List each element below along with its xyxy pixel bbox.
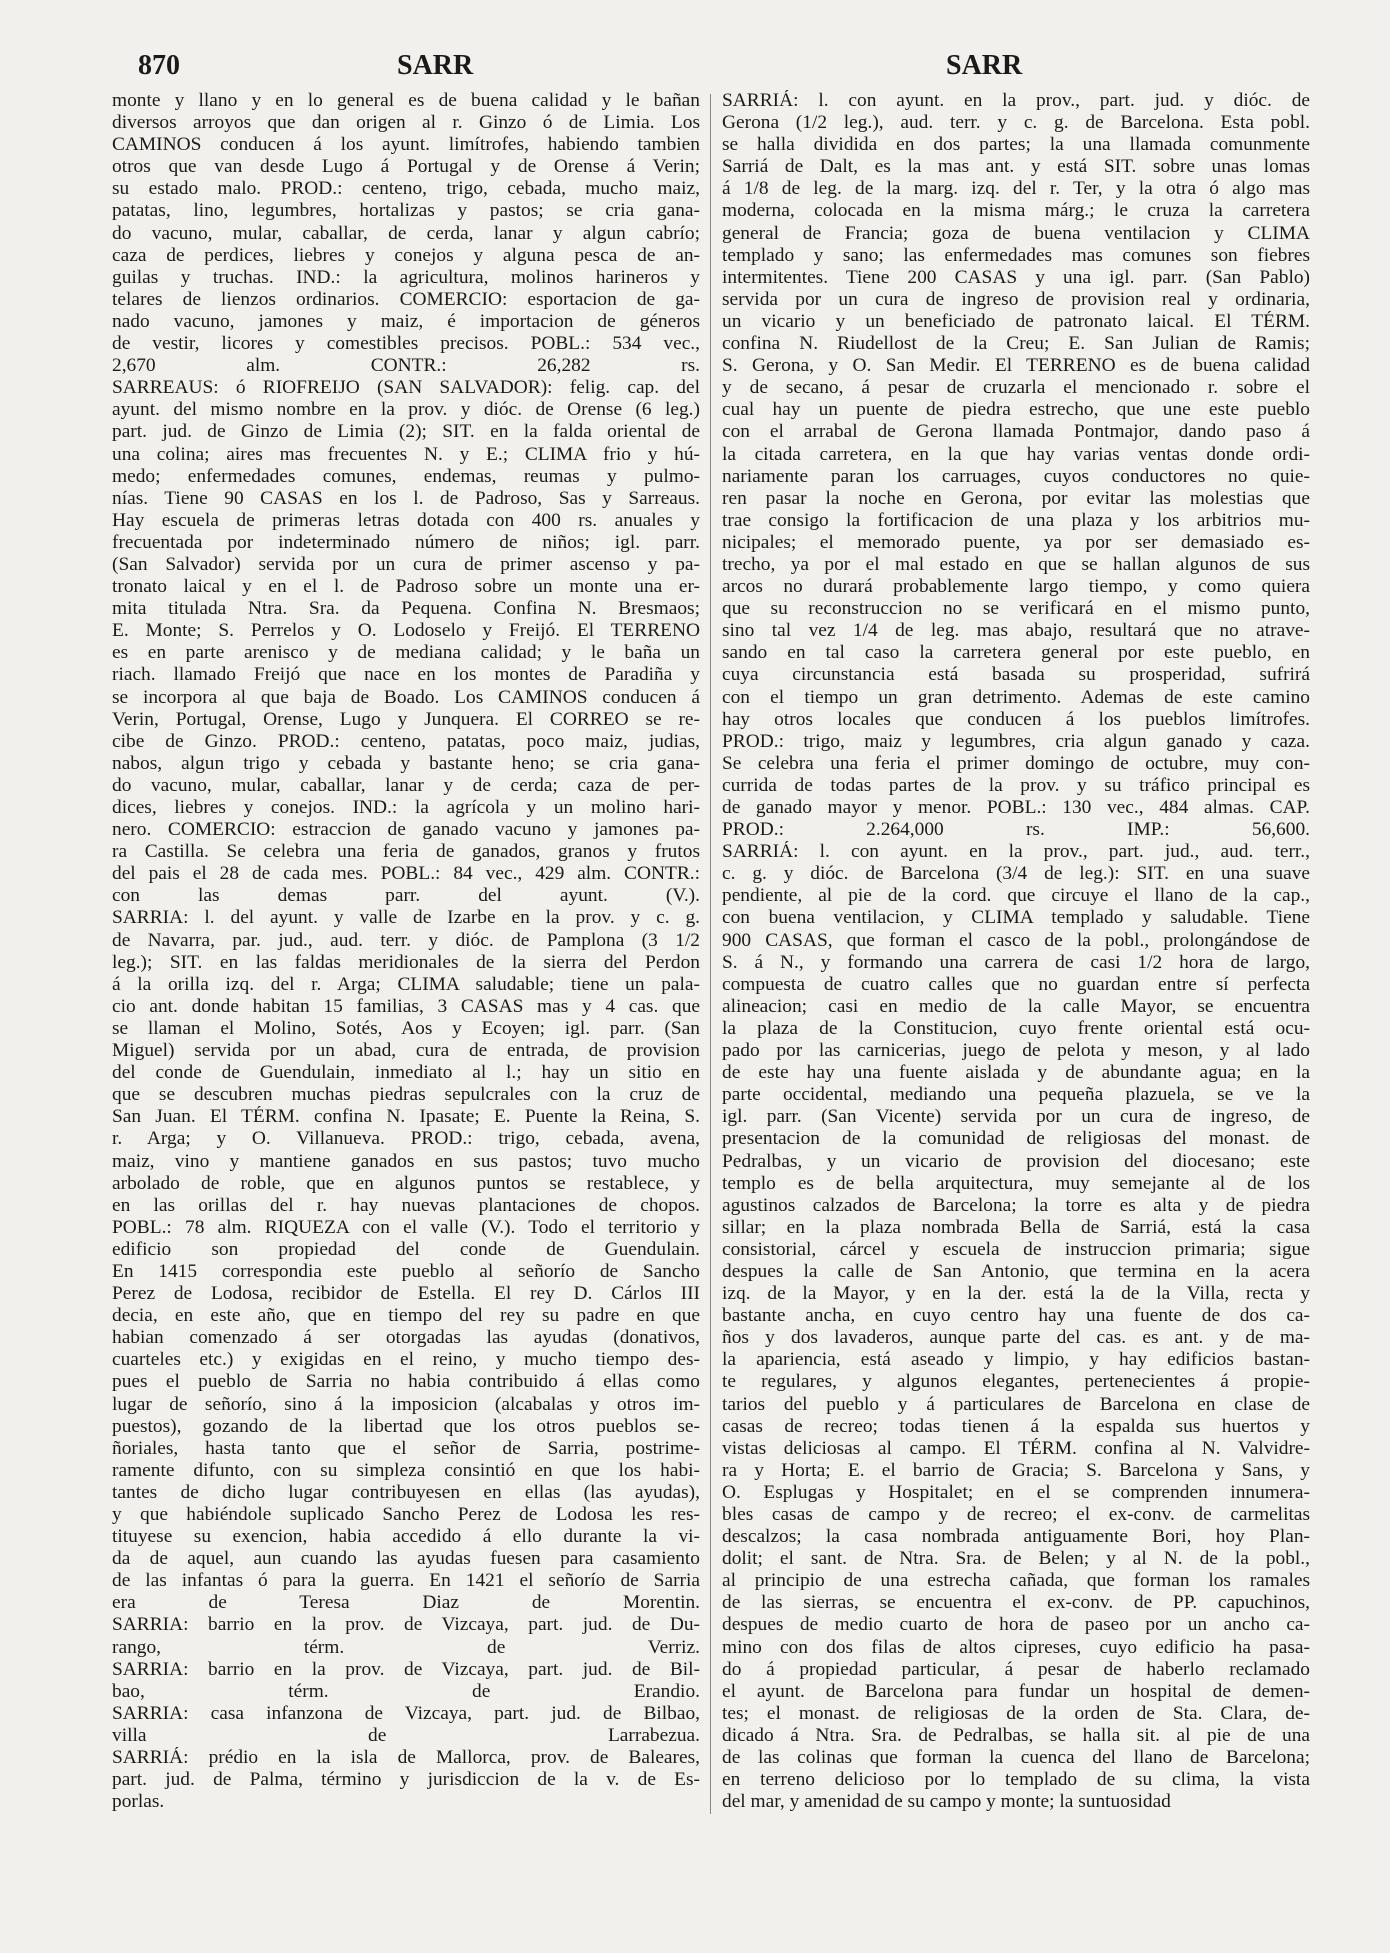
text-line: pendiente, al pie de la cord. que circuye el llano de la cap., bbox=[722, 885, 1310, 907]
text-line: se halla dividida en dos partes; la una llamada comunmente bbox=[722, 134, 1310, 156]
text-line: Gerona (1/2 leg.), aud. terr. y c. g. de Barcelona. Esta pobl. bbox=[722, 112, 1310, 134]
text-line: trae consigo la fortificacion de una plaza y los arbitrios mu- bbox=[722, 509, 1310, 531]
text-line: POBL.: 78 alm. RIQUEZA con el valle (V.). Todo el territorio y bbox=[112, 1216, 700, 1238]
text-line: en terreno delicioso por lo templado de su clima, la vista bbox=[722, 1769, 1310, 1791]
text-line: despues la calle de San Antonio, que termina en la acera bbox=[722, 1260, 1310, 1282]
text-line: nariamente paran los carruages, cuyos conductores no quie- bbox=[722, 465, 1310, 487]
text-line: con el tiempo un gran detrimento. Ademas de este camino bbox=[722, 686, 1310, 708]
text-line: part. jud. de Palma, término y jurisdiccion de la v. de Es- bbox=[112, 1769, 700, 1791]
text-line: bles casas de campo y de recreo; el ex-conv. de carmelitas bbox=[722, 1504, 1310, 1525]
text-line: el ayunt. de Barcelona para fundar un hospital de demen- bbox=[722, 1680, 1310, 1702]
text-line: mita titulada Ntra. Sra. da Pequena. Confina N. Bresmaos; bbox=[112, 598, 700, 620]
text-line: frecuentada por indeterminado número de niños; igl. parr. bbox=[112, 531, 700, 553]
text-line: monte y llano y en lo general es de buena calidad y le bañan bbox=[112, 90, 700, 111]
right-text-column bbox=[722, 90, 1310, 1813]
page-header bbox=[112, 50, 1312, 90]
text-line: maiz, vino y mantiene ganados en sus pastos; tuvo mucho bbox=[112, 1150, 700, 1172]
text-line: riach. llamado Freijó que nace en los montes de Paradiña y bbox=[112, 664, 700, 686]
text-line: servida por un cura de ingreso de provision real y ordinaria, bbox=[722, 288, 1310, 310]
text-line: mino con dos filas de altos cipreses, cuyo edificio ha pasa- bbox=[722, 1636, 1310, 1658]
text-line: del mar, y amenidad de su campo y monte; la suntuosidad bbox=[722, 1791, 1171, 1813]
text-line: se llaman el Molino, Sotés, Aos y Ecoyen; igl. parr. (San bbox=[112, 1017, 700, 1039]
text-line: Se celebra una feria el primer domingo de octubre, muy con- bbox=[722, 752, 1310, 774]
text-line: cibe de Ginzo. PROD.: centeno, patatas, poco maiz, judias, bbox=[112, 730, 700, 752]
text-line: telares de lienzos ordinarios. COMERCIO: esportacion de ga- bbox=[112, 288, 700, 310]
text-line: do á propiedad particular, á pesar de haberlo reclamado bbox=[722, 1658, 1310, 1680]
text-line: villa de Larrabezua. bbox=[112, 1724, 700, 1746]
text-line: nías. Tiene 90 CASAS en los l. de Padroso, Sas y Sarreaus. bbox=[112, 487, 700, 509]
text-line: igl. parr. (San Vicente) servida por un cura de ingreso, de bbox=[722, 1106, 1310, 1128]
text-line: Perez de Lodosa, recibidor de Estella. El rey D. Cárlos III bbox=[112, 1283, 700, 1305]
column-divider bbox=[710, 94, 711, 1814]
text-line: descalzos; la casa nombrada antiguamente Bori, hoy Plan- bbox=[722, 1526, 1310, 1548]
text-line: de las infantas ó para la guerra. En 1421 el señorío de Sarria bbox=[112, 1570, 700, 1592]
text-line: (San Salvador) servida por un cura de primer ascenso y pa- bbox=[112, 553, 700, 575]
text-line: Miguel) servida por un abad, cura de entrada, de provision bbox=[112, 1040, 700, 1062]
text-line: diversos arroyos que dan origen al r. Ginzo ó de Limia. Los bbox=[112, 112, 700, 134]
text-line: c. g. y dióc. de Barcelona (3/4 de leg.): SIT. en una suave bbox=[722, 863, 1310, 885]
text-line: hay otros locales que conducen á los pueblos limítrofes. bbox=[722, 708, 1310, 730]
text-line: del pais el 28 de cada mes. POBL.: 84 vec., 429 alm. CONTR.: bbox=[112, 863, 700, 885]
text-line: San Juan. El TÉRM. confina N. Ipasate; E. Puente la Reina, S. bbox=[112, 1106, 700, 1128]
text-line: puestos), gozando de la libertad que los otros pueblos se- bbox=[112, 1415, 700, 1437]
text-line: de las colinas que forman la cuenca del llano de Barcelona; bbox=[722, 1747, 1310, 1769]
text-line: Hay escuela de primeras letras dotada con 400 rs. anuales y bbox=[112, 509, 700, 531]
text-line: presentacion de la comunidad de religiosas del monast. de bbox=[722, 1128, 1310, 1150]
text-line: sillar; en la plaza nombrada Bella de Sarriá, está la casa bbox=[722, 1216, 1310, 1238]
text-line: S. á N., y formando una carrera de casi 1/2 hora de largo, bbox=[722, 951, 1310, 973]
text-line: la citada carretera, en la que hay varias ventas donde ordi- bbox=[722, 443, 1310, 465]
text-line: ayunt. del mismo nombre en la prov. y dióc. de Orense (6 leg.) bbox=[112, 399, 700, 421]
text-line: agustinos calzados de Barcelona; la torre es alta y de piedra bbox=[722, 1194, 1310, 1216]
text-line: nicipales; el memorado puente, ya por ser demasiado es- bbox=[722, 531, 1310, 553]
text-line: te regulares, y algunos elegantes, pertenecientes á propie- bbox=[722, 1371, 1310, 1393]
text-line: al principio de una estrecha cañada, que forman los ramales bbox=[722, 1570, 1310, 1592]
text-line: de vestir, licores y comestibles precisos. POBL.: 534 vec., bbox=[112, 333, 700, 355]
text-line: da de aquel, aun cuando las ayudas fuesen para casamiento bbox=[112, 1548, 700, 1570]
text-line: casas de recreo; todas tienen á la espalda sus huertos y bbox=[722, 1415, 1310, 1437]
text-line: arcos no durará probablemente largo tiempo, y como quiera bbox=[722, 576, 1310, 598]
text-line: 900 CASAS, que forman el casco de la pobl., prolongándose de bbox=[722, 929, 1310, 951]
text-line: cual hay un puente de piedra estrecho, que une este pueblo bbox=[722, 399, 1310, 421]
text-line: es en parte arenisco y de mediana calidad; y le baña un bbox=[112, 642, 700, 664]
text-line: bastante ancha, en cuyo centro hay una fuente de dos ca- bbox=[722, 1305, 1310, 1327]
text-line: que su reconstruccion no se verificará en el mismo punto, bbox=[722, 598, 1310, 620]
text-line: á 1/8 de leg. de la marg. izq. del r. Ter, y la otra ó algo mas bbox=[722, 178, 1310, 200]
text-line: ramente difunto, con su simpleza consintió en que los habi- bbox=[112, 1459, 700, 1481]
text-line: decia, en este año, que en tiempo del rey su padre en que bbox=[112, 1305, 700, 1327]
left-running-head: SARR bbox=[397, 50, 474, 81]
text-line: SARRIÁ: l. con ayunt. en la prov., part. jud., aud. terr., bbox=[722, 841, 1310, 863]
text-line: ra y Horta; E. el barrio de Gracia; S. Barcelona y Sans, y bbox=[722, 1459, 1310, 1481]
text-line: templado y sano; las enfermedades mas comunes son fiebres bbox=[722, 244, 1310, 266]
text-line: leg.); SIT. en las faldas meridionales de la sierra del Perdon bbox=[112, 951, 700, 973]
text-line: con el arrabal de Gerona llamada Pontmajor, dando paso á bbox=[722, 421, 1310, 443]
text-line: porlas. bbox=[112, 1791, 165, 1813]
text-line: SARRIÁ: l. con ayunt. en la prov., part. jud. y dióc. de bbox=[722, 90, 1310, 111]
text-line: en las orillas del r. hay nuevas plantaciones de chopos. bbox=[112, 1194, 700, 1216]
text-line: su estado malo. PROD.: centeno, trigo, cebada, mucho maiz, bbox=[112, 178, 700, 200]
text-line: tes; el monast. de religiosas de la orden de Sta. Clara, de- bbox=[722, 1702, 1310, 1724]
text-line: otros que van desde Lugo á Portugal y de Orense á Verin; bbox=[112, 156, 700, 178]
text-line: á la orilla izq. del r. Arga; CLIMA saludable; tiene un pala- bbox=[112, 973, 700, 995]
text-line: que se descubren muchas piedras sepulcrales con la cruz de bbox=[112, 1084, 700, 1106]
text-line: un vicario y un beneficiado de patronato laical. El TÉRM. bbox=[722, 310, 1310, 332]
text-line: sino tal vez 1/4 de leg. mas abajo, resultará que no atrave- bbox=[722, 620, 1310, 642]
text-line: SARREAUS: ó RIOFREIJO (SAN SALVADOR): felig. cap. del bbox=[112, 377, 700, 399]
text-line: alineacion; casi en medio de la calle Mayor, se encuentra bbox=[722, 995, 1310, 1017]
text-line: consistorial, cárcel y escuela de instruccion primaria; sigue bbox=[722, 1238, 1310, 1260]
text-line: y que habiéndole suplicado Sancho Perez de Lodosa les res- bbox=[112, 1504, 700, 1525]
text-line: despues de medio cuarto de hora de paseo por un ancho ca- bbox=[722, 1614, 1310, 1636]
text-line: currida de todas partes de la prov. y su tráfico principal es bbox=[722, 774, 1310, 796]
text-line: con las demas parr. del ayunt. (V.). bbox=[112, 885, 700, 907]
text-line: templo es de bella arquitectura, muy semejante al de los bbox=[722, 1172, 1310, 1194]
text-line: nero. COMERCIO: estraccion de ganado vacuno y jamones pa- bbox=[112, 819, 700, 841]
text-line: moderna, colocada en la misma márg.; le cruza la carretera bbox=[722, 200, 1310, 222]
text-line: compuesta de cuatro calles que no guardan entre sí perfecta bbox=[722, 973, 1310, 995]
text-line: vistas deliciosas al campo. El TÉRM. confina al N. Valvidre- bbox=[722, 1437, 1310, 1459]
text-line: la apariencia, está aseado y limpio, y hay edificios bastan- bbox=[722, 1349, 1310, 1371]
text-line: cuarteles etc.) y exigidas en el reino, y mucho tiempo des- bbox=[112, 1349, 700, 1371]
text-line: una colina; aires mas frecuentes N. y E.; CLIMA frio y hú- bbox=[112, 443, 700, 465]
text-line: pado por las carnicerias, juego de pelota y meson, y al lado bbox=[722, 1040, 1310, 1062]
text-line: general de Francia; goza de buena ventilacion y CLIMA bbox=[722, 222, 1310, 244]
text-line: O. Esplugas y Hospitalet; en el se comprenden innumera- bbox=[722, 1481, 1310, 1503]
text-line: S. Gerona, y O. San Medir. El TERRENO es de buena calidad bbox=[722, 355, 1310, 377]
text-line: do vacuno, mular, caballar, de cerda, lanar y algun cabrío; bbox=[112, 222, 700, 244]
text-line: pues el pueblo de Sarria no habia contribuido á ellas como bbox=[112, 1371, 700, 1393]
text-line: nado vacuno, jamones y maiz, é importacion de géneros bbox=[112, 310, 700, 332]
text-line: ñoriales, hasta tanto que el señor de Sarria, postrime- bbox=[112, 1437, 700, 1459]
text-line: PROD.: 2.264,000 rs. IMP.: 56,600. bbox=[722, 819, 1310, 841]
text-line: guilas y truchas. IND.: la agricultura, molinos harineros y bbox=[112, 266, 700, 288]
text-line: 2,670 alm. CONTR.: 26,282 rs. bbox=[112, 355, 700, 377]
text-line: habian comenzado á ser otorgadas las ayudas (donativos, bbox=[112, 1327, 700, 1349]
text-line: de las sierras, se encuentra el ex-conv. de PP. capuchinos, bbox=[722, 1592, 1310, 1614]
text-line: En 1415 correspondia este pueblo al señorío de Sancho bbox=[112, 1260, 700, 1282]
text-line: confina N. Riudellost de la Creu; E. San Julian de Ramis; bbox=[722, 333, 1310, 355]
text-line: y de secano, á pesar de cruzarla el mencionado r. sobre el bbox=[722, 377, 1310, 399]
text-line: cio ant. donde habitan 15 familias, 3 CASAS mas y 4 cas. que bbox=[112, 995, 700, 1017]
text-line: con buena ventilacion, y CLIMA templado y saludable. Tiene bbox=[722, 907, 1310, 929]
text-line: tronato laical y en el l. de Padroso sobre un monte una er- bbox=[112, 576, 700, 598]
text-line: de ganado mayor y menor. POBL.: 130 vec., 484 almas. CAP. bbox=[722, 797, 1310, 818]
text-line: SARRIA: barrio en la prov. de Vizcaya, part. jud. de Du- bbox=[112, 1614, 700, 1636]
text-line: caza de perdices, liebres y conejos y alguna pesca de an- bbox=[112, 244, 700, 266]
text-line: cuya circunstancia está basada su prosperidad, sufrirá bbox=[722, 664, 1310, 686]
text-line: tituyese su exencion, habia accedido á ello durante la vi- bbox=[112, 1526, 700, 1548]
text-line: SARRIÁ: prédio en la isla de Mallorca, prov. de Baleares, bbox=[112, 1747, 700, 1769]
text-line: medo; enfermedades comunes, endemas, reumas y pulmo- bbox=[112, 465, 700, 487]
text-line: rango, térm. de Verriz. bbox=[112, 1636, 700, 1658]
text-line: ra Castilla. Se celebra una feria de ganados, granos y frutos bbox=[112, 841, 700, 863]
text-line: part. jud. de Ginzo de Limia (2); SIT. en la falda oriental de bbox=[112, 421, 700, 443]
text-line: parte occidental, mediando una pequeña plazuela, se ve la bbox=[722, 1084, 1310, 1106]
text-line: r. Arga; y O. Villanueva. PROD.: trigo, cebada, avena, bbox=[112, 1128, 700, 1150]
text-line: SARRIA: casa infanzona de Vizcaya, part. jud. de Bilbao, bbox=[112, 1702, 700, 1724]
text-line: ren pasar la noche en Gerona, por evitar las molestias que bbox=[722, 487, 1310, 509]
text-line: dolit; el sant. de Ntra. Sra. de Belen; y al N. de la pobl., bbox=[722, 1548, 1310, 1570]
text-line: de este hay una fuente aislada y de abundante agua; en la bbox=[722, 1062, 1310, 1084]
text-line: patatas, lino, legumbres, hortalizas y pastos; se cria gana- bbox=[112, 200, 700, 222]
text-line: E. Monte; S. Perrelos y O. Lodoselo y Freijó. El TERRENO bbox=[112, 620, 700, 642]
page-number: 870 bbox=[138, 50, 180, 81]
text-line: izq. de la Mayor, y en la der. está la de la Villa, recta y bbox=[722, 1283, 1310, 1305]
text-line: lugar de señorío, sino á la imposicion (alcabalas y otros im- bbox=[112, 1393, 700, 1415]
text-line: se incorpora al que baja de Boado. Los CAMINOS conducen á bbox=[112, 686, 700, 708]
text-line: del conde de Guendulain, inmediato al l.; hay un sitio en bbox=[112, 1062, 700, 1084]
text-line: arbolado de roble, que en algunos puntos se restablece, y bbox=[112, 1172, 700, 1194]
right-running-head: SARR bbox=[946, 50, 1023, 81]
text-line: nabos, algun trigo y cebada y bastante heno; se cria gana- bbox=[112, 752, 700, 774]
text-line: SARRIA: l. del ayunt. y valle de Izarbe en la prov. y c. g. bbox=[112, 907, 700, 929]
text-line: PROD.: trigo, maiz y legumbres, cria algun ganado y caza. bbox=[722, 730, 1310, 752]
text-line: ños y dos lavaderos, aunque parte del cas. es ant. y de ma- bbox=[722, 1327, 1310, 1349]
text-line: Sarriá de Dalt, es la mas ant. y está SIT. sobre unas lomas bbox=[722, 156, 1310, 178]
text-line: trecho, ya por el mal estado en que se hallan algunos de sus bbox=[722, 553, 1310, 575]
text-line: edificio son propiedad del conde de Guendulain. bbox=[112, 1238, 700, 1260]
text-line: Verin, Portugal, Orense, Lugo y Junquera. El CORREO se re- bbox=[112, 708, 700, 730]
text-line: SARRIA: barrio en la prov. de Vizcaya, part. jud. de Bil- bbox=[112, 1658, 700, 1680]
text-line: intermitentes. Tiene 200 CASAS y una igl. parr. (San Pablo) bbox=[722, 266, 1310, 288]
text-line: dices, liebres y conejos. IND.: la agrícola y un molino hari- bbox=[112, 797, 700, 818]
text-line: do vacuno, mular, caballar, lanar y de cerda; caza de per- bbox=[112, 774, 700, 796]
text-line: dicado á Ntra. Sra. de Pedralbas, se halla sit. al pie de una bbox=[722, 1724, 1310, 1746]
text-line: CAMINOS conducen á los ayunt. limítrofes, habiendo tambien bbox=[112, 134, 700, 156]
left-text-column bbox=[112, 90, 700, 1813]
text-line: la plaza de la Constitucion, cuyo frente oriental está ocu- bbox=[722, 1017, 1310, 1039]
text-line: de Navarra, par. jud., aud. terr. y dióc. de Pamplona (3 1/2 bbox=[112, 929, 700, 951]
text-line: sando en tal caso la carretera general por este pueblo, en bbox=[722, 642, 1310, 664]
text-line: Pedralbas, y un vicario de provision del diocesano; este bbox=[722, 1150, 1310, 1172]
text-line: tarios del pueblo y á particulares de Barcelona en clase de bbox=[722, 1393, 1310, 1415]
text-line: bao, térm. de Erandio. bbox=[112, 1680, 700, 1702]
text-line: era de Teresa Diaz de Morentin. bbox=[112, 1592, 700, 1614]
text-line: tantes de dicho lugar contribuyesen en ellas (las ayudas), bbox=[112, 1481, 700, 1503]
